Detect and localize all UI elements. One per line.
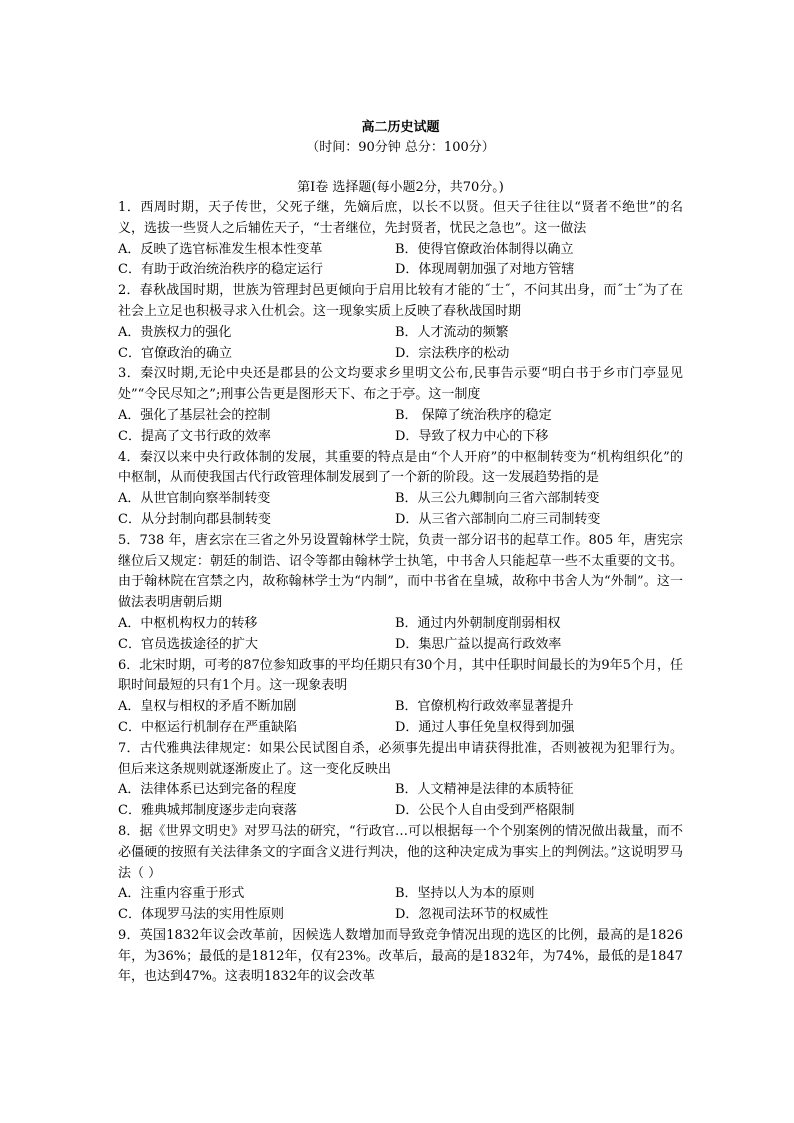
option-B: B．坚持以人为本的原则 xyxy=(395,886,535,902)
question-list xyxy=(118,198,683,988)
question-4 xyxy=(118,448,683,531)
option-A: A．注重内容重于形式 xyxy=(118,886,245,902)
option-C: C．从分封制向郡县制转变 xyxy=(118,511,271,527)
option-B: B．人才流动的频繁 xyxy=(395,324,509,340)
question-options xyxy=(118,780,683,822)
question-stem: 5．738 年，唐玄宗在三省之外另设置翰林学士院，负责一部分诏书的起草工作。805 年，唐宪宗继位后又规定：朝廷的制诰、诏令等都由翰林学士执笔，中书舍人只能起草一些不太重要的文书。由于翰林院在宫禁之内，故称翰林学士为“内制”，而中书省在皇城，故称中书舍人为“外制”。这一做法表明唐朝后期 xyxy=(118,532,683,611)
option-A: A．贵族权力的强化 xyxy=(118,324,232,340)
option-A: A．中枢机构权力的转移 xyxy=(118,615,258,631)
option-D: D．公民个人自由受到严格限制 xyxy=(395,803,575,819)
exam-title: 高二历史试题 xyxy=(361,120,440,135)
question-5 xyxy=(118,531,683,656)
option-B: B．官僚机构行政效率显著提升 xyxy=(395,699,574,715)
question-stem: 9．英国1832年议会改革前，因候选人数增加而导致竞争情况出现的选区的比例，最高的是1826年，为36%；最低的是1812年，仅有23%。改革后，最高的是1832年，为74%，最低的是1847年，也达到47%。这表明1832年的议会改革 xyxy=(118,927,683,985)
question-options xyxy=(118,884,683,926)
question-options xyxy=(118,697,683,739)
question-stem: 6．北宋时期，可考的87位参知政事的平均任期只有30个月，其中任职时间最长的为9年5个月，任职时间最短的只有1个月。这一现象表明 xyxy=(118,657,683,694)
option-D: D．忽视司法环节的权威性 xyxy=(395,907,549,923)
question-3 xyxy=(118,364,683,447)
option-C: C．体现罗马法的实用性原则 xyxy=(118,907,284,923)
option-D: D．体现周朝加强了对地方管辖 xyxy=(395,262,575,278)
option-A: A．皇权与相权的矛盾不断加剧 xyxy=(118,699,297,715)
section-heading: 第Ⅰ卷 选择题(每小题2分，共70分。) xyxy=(297,180,504,195)
question-9 xyxy=(118,926,683,988)
option-A: A．法律体系已达到完备的程度 xyxy=(118,782,297,798)
question-options xyxy=(118,489,683,531)
question-stem: 7．古代雅典法律规定：如果公民试图自杀，必须事先提出申请获得批准，否则被视为犯罪行为。但后来这条规则就逐渐废止了。这一变化反映出 xyxy=(118,740,683,777)
question-1 xyxy=(118,198,683,281)
question-stem: 3．秦汉时期,无论中央还是郡县的公文均要求乡里明文公布,民事告示要“明白书于乡市门亭显见处”“令民尽知之”;刑事公告更是图形天下、布之于亭。这一制度 xyxy=(118,366,683,403)
option-C: C．中枢运行机制存在严重缺陷 xyxy=(118,719,297,735)
question-options xyxy=(118,323,683,365)
question-options xyxy=(118,614,683,656)
option-D: D．集思广益以提高行政效率 xyxy=(395,636,562,652)
question-6 xyxy=(118,656,683,739)
question-stem: 2．春秋战国时期，世族为管理封邑更倾向于启用比较有才能的˝士˝，不问其出身，而˝士˝为了在社会上立足也积极寻求入仕机会。这一现象实质上反映了春秋战国时期 xyxy=(118,283,683,319)
option-B: B．从三公九卿制向三省六部制转变 xyxy=(395,491,600,507)
question-options xyxy=(118,406,683,448)
question-stem: 4．秦汉以来中央行政体制的发展，其重要的特点是由“个人开府”的中枢制转变为“机构组织化”的中枢制，从而使我国古代行政管理体制发展到了一个新的阶段。这一发展趋势指的是 xyxy=(118,449,683,486)
option-D: D．导致了权力中心的下移 xyxy=(395,428,549,444)
option-D: D．从三省六部制向二府三司制转变 xyxy=(395,511,601,527)
option-C: C．提高了文书行政的效率 xyxy=(118,428,271,444)
option-C: C．有助于政治统治秩序的稳定运行 xyxy=(118,262,323,278)
question-options xyxy=(118,240,683,282)
option-A: A．反映了选官标准发生根本性变革 xyxy=(118,241,323,257)
exam-page xyxy=(118,118,683,988)
question-2 xyxy=(118,281,683,364)
exam-subtitle: （时间：90分钟 总分：100分） xyxy=(306,140,495,155)
option-B: B． 保障了统治秩序的稳定 xyxy=(395,407,552,423)
question-7 xyxy=(118,739,683,822)
option-B: B．通过内外朝制度削弱相权 xyxy=(395,615,561,631)
question-8 xyxy=(118,822,683,926)
option-B: B．人文精神是法律的本质特征 xyxy=(395,782,574,798)
option-D: D．通过人事任免皇权得到加强 xyxy=(395,719,575,735)
option-B: B．使得官僚政治体制得以确立 xyxy=(395,241,574,257)
option-C: C．官僚政治的确立 xyxy=(118,345,232,361)
option-A: A．强化了基层社会的控制 xyxy=(118,407,271,423)
question-stem: 1．西周时期，天子传世，父死子继，先嫡后庶，以长不以贤。但天子往往以“贤者不绝世”的名义，选拔一些贤人之后辅佐天子，“士者继位，先封贤者，忧民之急也”。这一做法 xyxy=(118,200,683,236)
option-C: C．官员选拔途径的扩大 xyxy=(118,636,258,652)
option-D: D．宗法秩序的松动 xyxy=(395,345,510,361)
option-C: C．雅典城邦制度逐步走向衰落 xyxy=(118,803,297,819)
option-A: A．从世官制向察举制转变 xyxy=(118,491,271,507)
question-stem: 8．据《世界文明史》对罗马法的研究，“行政官…可以根据每一个个别案例的情况做出裁量，而不必僵硬的按照有关法律条文的字面含义进行判决，他的这种决定成为事实上的判例法。”这说明罗马法（ ） xyxy=(118,823,683,881)
